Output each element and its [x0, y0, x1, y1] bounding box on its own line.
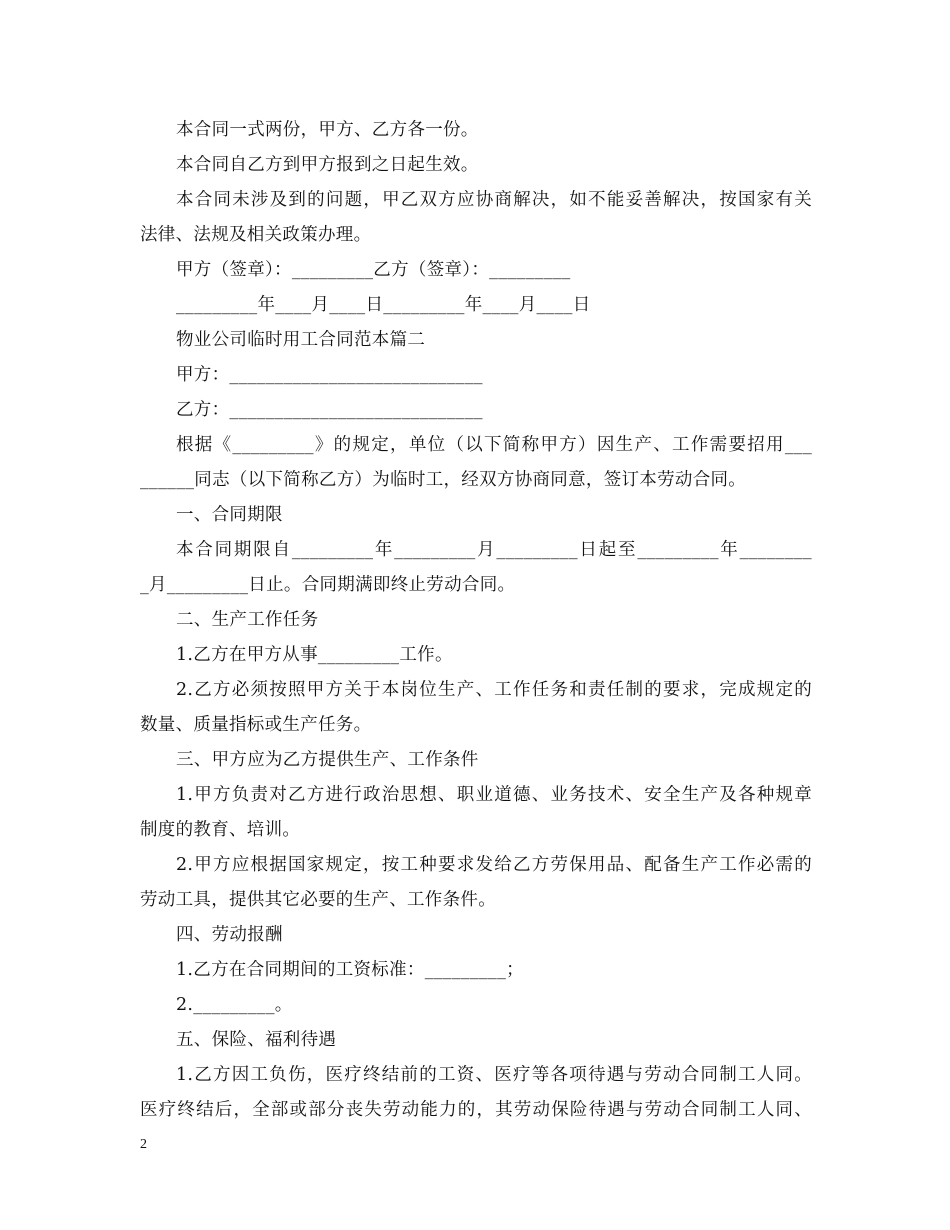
- party-a-line: 甲方：____________________________: [176, 365, 483, 385]
- item-wage-standard: 1.乙方在合同期间的工资标准：_________；: [176, 960, 524, 980]
- item-injury-cont: 医疗终结后，全部或部分丧失劳动能力的，其劳动保险待遇与劳动合同制工人同、: [140, 1100, 812, 1120]
- section-heading: 物业公司临时用工合同范本篇二: [176, 330, 426, 350]
- item-equipment: 2.甲方应根据国家规定，按工种要求发给乙方劳保用品、配备生产工作必需的: [176, 855, 812, 875]
- item-training: 1.甲方负责对乙方进行政治思想、职业道德、业务技术、安全生产及各种规章: [176, 785, 812, 805]
- item-injury: 1.乙方因工负伤，医疗终结前的工资、医疗等各项待遇与劳动合同制工人同。: [176, 1065, 812, 1085]
- signature-line: 甲方（签章）：_________乙方（签章）：_________: [176, 260, 571, 280]
- heading-contract-term: 一、合同期限: [176, 505, 283, 525]
- paragraph-term-cont: _月_________日止。合同期满即终止劳动合同。: [140, 575, 516, 595]
- item-training-cont: 制度的教育、培训。: [140, 820, 301, 840]
- paragraph-unresolved-issues: 本合同未涉及到的问题，甲乙双方应协商解决，如不能妥善解决，按国家有关: [176, 190, 812, 210]
- paragraph-basis: 根据《_________》的规定，单位（以下简称甲方）因生产、工作需要招用___: [176, 435, 812, 455]
- paragraph-copies: 本合同一式两份，甲方、乙方各一份。: [176, 120, 479, 140]
- date-line: _________年____月____日_________年____月____日: [176, 295, 591, 315]
- item-requirements-cont: 数量、质量指标或生产任务。: [140, 715, 372, 735]
- heading-work-conditions: 三、甲方应为乙方提供生产、工作条件: [176, 750, 479, 770]
- page-number: 2: [140, 1137, 147, 1152]
- paragraph-term: 本合同期限自_________年_________月_________日起至_________年________: [176, 540, 812, 560]
- item-equipment-cont: 劳动工具，提供其它必要的生产、工作条件。: [140, 890, 496, 910]
- heading-insurance: 五、保险、福利待遇: [176, 1030, 337, 1050]
- paragraph-effective: 本合同自乙方到甲方报到之日起生效。: [176, 155, 479, 175]
- item-work-type: 1.乙方在甲方从事_________工作。: [176, 645, 453, 665]
- item-wage-other: 2._________。: [176, 995, 293, 1015]
- party-b-line: 乙方：____________________________: [176, 400, 483, 420]
- item-requirements: 2.乙方必须按照甲方关于本岗位生产、工作任务和责任制的要求，完成规定的: [176, 680, 812, 700]
- paragraph-basis-cont: ______同志（以下简称乙方）为临时工，经双方协商同意，签订本劳动合同。: [140, 470, 747, 490]
- heading-work-tasks: 二、生产工作任务: [176, 610, 319, 630]
- paragraph-unresolved-issues-cont: 法律、法规及相关政策办理。: [140, 225, 372, 245]
- heading-remuneration: 四、劳动报酬: [176, 925, 283, 945]
